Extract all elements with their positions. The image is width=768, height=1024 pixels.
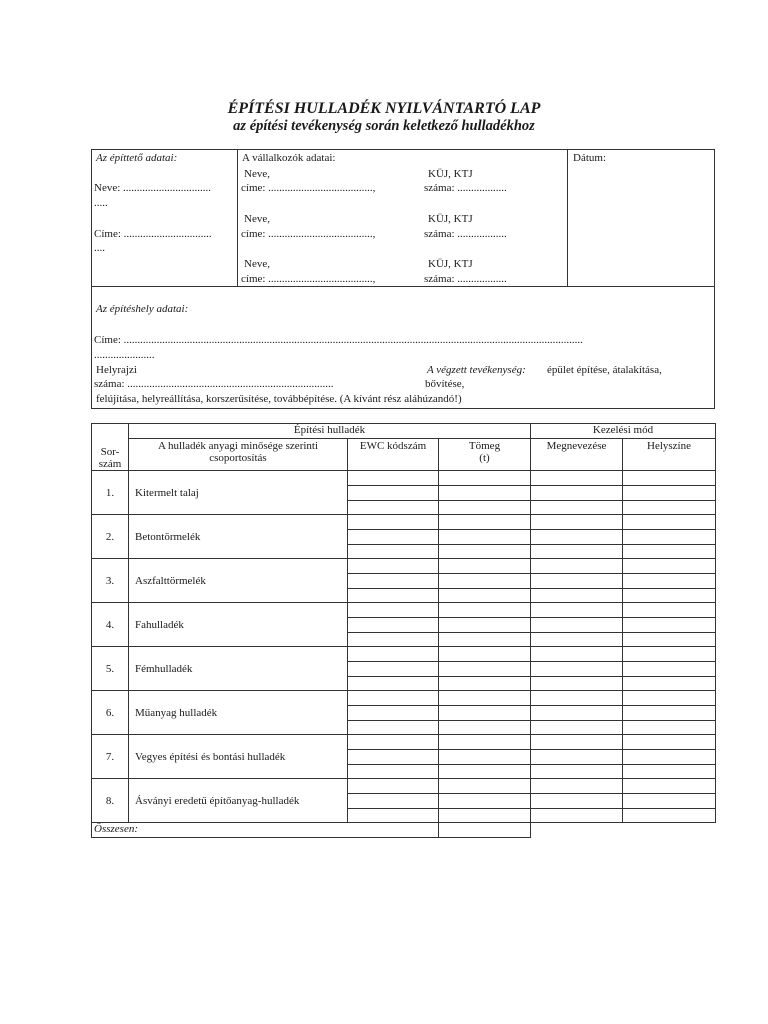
ewc-cell[interactable]	[348, 647, 439, 662]
name-cell[interactable]	[531, 589, 623, 603]
ewc-cell[interactable]	[348, 618, 439, 633]
location-cell[interactable]	[623, 501, 716, 515]
ewc-cell[interactable]	[348, 530, 439, 545]
name-cell[interactable]	[531, 559, 623, 574]
form-title: ÉPÍTÉSI HULLADÉK NYILVÁNTARTÓ LAP	[227, 100, 541, 117]
mass-cell[interactable]	[439, 501, 531, 515]
total-row	[92, 823, 716, 838]
form-subtitle: az építési tevékenység során keletkező hulladékhoz	[233, 118, 535, 134]
mass-cell[interactable]	[439, 809, 531, 823]
total-label: Összesen:	[92, 823, 439, 838]
location-cell[interactable]	[623, 633, 716, 647]
ewc-cell[interactable]	[348, 750, 439, 765]
ewc-cell[interactable]	[348, 589, 439, 603]
mass-cell[interactable]	[439, 589, 531, 603]
name-cell[interactable]	[531, 501, 623, 515]
mass-cell[interactable]	[439, 618, 531, 633]
waste-table-body	[92, 424, 716, 838]
location-cell[interactable]	[623, 471, 716, 486]
col-ewc-header: EWC kódszám	[348, 439, 439, 471]
name-cell[interactable]	[531, 633, 623, 647]
contractor-name-label: Neve,	[244, 213, 270, 225]
contractor-kuj-label: KÜJ, KTJ	[428, 258, 473, 270]
ewc-cell[interactable]	[348, 721, 439, 735]
table-row	[92, 691, 716, 706]
contractor-address-field[interactable]: címe: ......................................,	[241, 182, 376, 194]
name-cell[interactable]	[531, 618, 623, 633]
mass-cell[interactable]	[439, 662, 531, 677]
mass-cell[interactable]	[439, 691, 531, 706]
row-number: 1.	[92, 471, 129, 515]
col-no-header: Sor- szám	[92, 424, 129, 471]
divider	[567, 149, 568, 286]
mass-cell[interactable]	[439, 574, 531, 589]
table-row	[92, 735, 716, 750]
name-cell[interactable]	[531, 471, 623, 486]
location-cell[interactable]	[623, 706, 716, 721]
row-number: 5.	[92, 647, 129, 691]
location-cell[interactable]	[623, 486, 716, 501]
builder-heading: Az építtető adatai:	[96, 152, 178, 164]
name-cell[interactable]	[531, 662, 623, 677]
table-row	[92, 559, 716, 574]
ewc-cell[interactable]	[348, 706, 439, 721]
contractor-number-field[interactable]: száma: ..................	[424, 273, 507, 285]
name-cell[interactable]	[531, 486, 623, 501]
mass-cell[interactable]	[439, 765, 531, 779]
table-row	[92, 647, 716, 662]
mass-cell[interactable]	[439, 677, 531, 691]
name-cell[interactable]	[531, 530, 623, 545]
mass-cell[interactable]	[439, 559, 531, 574]
contractors-heading: A vállalkozók adatai:	[242, 152, 336, 164]
ewc-cell[interactable]	[348, 809, 439, 823]
row-number: 3.	[92, 559, 129, 603]
row-number: 2.	[92, 515, 129, 559]
name-cell[interactable]	[531, 545, 623, 559]
row-category: Fahulladék	[129, 603, 348, 647]
builder-address-cont: ....	[94, 242, 105, 254]
activity-label: A végzett tevékenység:	[427, 364, 526, 376]
row-number: 7.	[92, 735, 129, 779]
name-cell[interactable]	[531, 603, 623, 618]
mass-cell[interactable]	[439, 706, 531, 721]
waste-table	[91, 423, 716, 838]
name-cell[interactable]	[531, 706, 623, 721]
name-cell[interactable]	[531, 809, 623, 823]
activity-text-2: bővítése,	[425, 378, 465, 390]
ewc-cell[interactable]	[348, 677, 439, 691]
mass-cell[interactable]	[439, 530, 531, 545]
contractor-kuj-label: KÜJ, KTJ	[428, 168, 473, 180]
divider	[237, 149, 238, 286]
location-cell[interactable]	[623, 691, 716, 706]
location-cell[interactable]	[623, 574, 716, 589]
ewc-cell[interactable]	[348, 779, 439, 794]
mass-cell[interactable]	[439, 545, 531, 559]
mass-cell[interactable]	[439, 721, 531, 735]
location-cell[interactable]	[623, 662, 716, 677]
contractor-address-field[interactable]: címe: ......................................,	[241, 273, 376, 285]
row-category: Fémhulladék	[129, 647, 348, 691]
ewc-cell[interactable]	[348, 574, 439, 589]
ewc-cell[interactable]	[348, 633, 439, 647]
site-hrsz-field[interactable]: száma: ...........................................................................	[94, 378, 334, 390]
ewc-cell[interactable]	[348, 515, 439, 530]
location-cell[interactable]	[623, 779, 716, 794]
row-number: 6.	[92, 691, 129, 735]
total-mass-cell[interactable]	[439, 823, 531, 838]
mass-cell[interactable]	[439, 471, 531, 486]
location-cell[interactable]	[623, 809, 716, 823]
row-category: Műanyag hulladék	[129, 691, 348, 735]
location-cell[interactable]	[623, 794, 716, 809]
location-cell[interactable]	[623, 530, 716, 545]
col-mass-header: Tömeg (t)	[439, 439, 531, 471]
location-cell[interactable]	[623, 545, 716, 559]
activity-text-3: felújítása, helyreállítása, korszerűsítése, továbbépítése. (A kívánt rész aláhúzandó!)	[96, 393, 462, 405]
name-cell[interactable]	[531, 794, 623, 809]
builder-address-field[interactable]: Címe: ................................	[94, 228, 212, 240]
activity-text: épület építése, átalakítása,	[547, 364, 662, 376]
ewc-cell[interactable]	[348, 765, 439, 779]
ewc-cell[interactable]	[348, 735, 439, 750]
mass-cell[interactable]	[439, 750, 531, 765]
name-cell[interactable]	[531, 677, 623, 691]
row-number: 4.	[92, 603, 129, 647]
ewc-cell[interactable]	[348, 545, 439, 559]
contractor-name-label: Neve,	[244, 168, 270, 180]
ewc-cell[interactable]	[348, 662, 439, 677]
ewc-cell[interactable]	[348, 559, 439, 574]
name-cell[interactable]	[531, 515, 623, 530]
location-cell[interactable]	[623, 515, 716, 530]
site-heading: Az építéshely adatai:	[96, 303, 189, 315]
group-waste-header: Építési hulladék	[129, 424, 531, 439]
mass-cell[interactable]	[439, 794, 531, 809]
col-name-header: Megnevezése	[531, 439, 623, 471]
mass-cell[interactable]	[439, 735, 531, 750]
site-address-field[interactable]: Címe: .......................................................................................................................................................................	[94, 334, 583, 346]
contractor-kuj-label: KÜJ, KTJ	[428, 213, 473, 225]
col-location-header: Helyszíne	[623, 439, 716, 471]
table-row	[92, 471, 716, 486]
total-empty	[531, 823, 716, 838]
row-category: Aszfalttörmelék	[129, 559, 348, 603]
row-category: Vegyes építési és bontási hulladék	[129, 735, 348, 779]
location-cell[interactable]	[623, 735, 716, 750]
mass-cell[interactable]	[439, 633, 531, 647]
mass-cell[interactable]	[439, 515, 531, 530]
col-category-header: A hulladék anyagi minősége szerinti csoportosítás	[129, 439, 348, 471]
row-category: Ásványi eredetű építőanyag-hulladék	[129, 779, 348, 823]
location-cell[interactable]	[623, 721, 716, 735]
name-cell[interactable]	[531, 765, 623, 779]
divider	[91, 286, 715, 287]
builder-name-field[interactable]: Neve: ................................	[94, 182, 212, 194]
location-cell[interactable]	[623, 677, 716, 691]
name-cell[interactable]	[531, 779, 623, 794]
table-row	[92, 515, 716, 530]
name-cell[interactable]	[531, 750, 623, 765]
location-cell[interactable]	[623, 750, 716, 765]
ewc-cell[interactable]	[348, 501, 439, 515]
location-cell[interactable]	[623, 765, 716, 779]
name-cell[interactable]	[531, 647, 623, 662]
location-cell[interactable]	[623, 647, 716, 662]
name-cell[interactable]	[531, 735, 623, 750]
group-handling-header: Kezelési mód	[531, 424, 716, 439]
mass-cell[interactable]	[439, 779, 531, 794]
table-row	[92, 603, 716, 618]
ewc-cell[interactable]	[348, 471, 439, 486]
ewc-cell[interactable]	[348, 486, 439, 501]
location-cell[interactable]	[623, 618, 716, 633]
ewc-cell[interactable]	[348, 794, 439, 809]
name-cell[interactable]	[531, 574, 623, 589]
ewc-cell[interactable]	[348, 691, 439, 706]
contractor-number-field[interactable]: száma: ..................	[424, 228, 507, 240]
location-cell[interactable]	[623, 559, 716, 574]
mass-cell[interactable]	[439, 647, 531, 662]
row-category: Kitermelt talaj	[129, 471, 348, 515]
row-category: Betontörmelék	[129, 515, 348, 559]
site-hrsz-label: Helyrajzi	[96, 364, 137, 376]
contractor-address-field[interactable]: címe: ......................................,	[241, 228, 376, 240]
contractor-number-field[interactable]: száma: ..................	[424, 182, 507, 194]
contractor-name-label: Neve,	[244, 258, 270, 270]
mass-cell[interactable]	[439, 603, 531, 618]
location-cell[interactable]	[623, 603, 716, 618]
date-field[interactable]: Dátum:	[573, 152, 606, 164]
site-address-cont: ......................	[94, 349, 155, 361]
name-cell[interactable]	[531, 691, 623, 706]
name-cell[interactable]	[531, 721, 623, 735]
row-number: 8.	[92, 779, 129, 823]
location-cell[interactable]	[623, 589, 716, 603]
ewc-cell[interactable]	[348, 603, 439, 618]
builder-name-cont: .....	[94, 197, 108, 209]
mass-cell[interactable]	[439, 486, 531, 501]
table-row	[92, 779, 716, 794]
